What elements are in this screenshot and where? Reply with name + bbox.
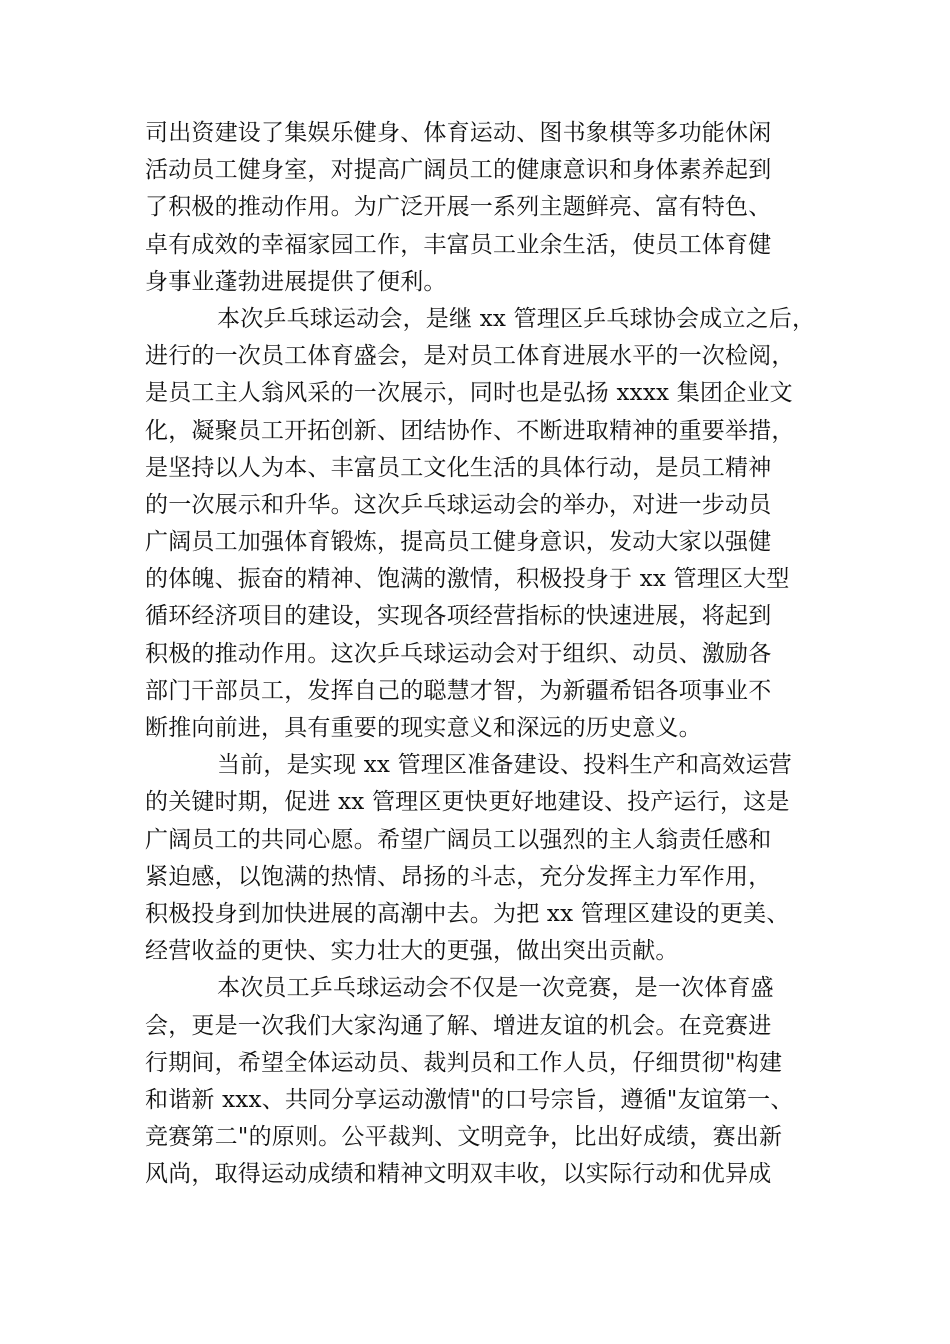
text-line: 断推向前进，具有重要的现实意义和深远的历史意义。 (145, 715, 702, 741)
text-line: 的关键时期，促进 xx 管理区更快更好地建设、投产运行，这是 (145, 789, 790, 816)
paragraph-1 (145, 115, 810, 301)
text-line: 和谐新 xxx、共同分享运动激情"的口号宗旨，遵循"友谊第一、 (145, 1086, 794, 1113)
text-line: 循环经济项目的建设，实现各项经营指标的快速进展，将起到 (145, 603, 772, 630)
text-line: 当前，是实现 xx 管理区准备建设、投料生产和高效运营 (217, 752, 792, 779)
text-line: 积极投身到加快进展的高潮中去。为把 xx 管理区建设的更美、 (145, 900, 790, 927)
text-line: 身事业蓬勃进展提供了便利。 (145, 268, 447, 295)
document-body (145, 115, 816, 1193)
text-line: 卓有成效的幸福家园工作，丰富员工业余生活，使员工体育健 (145, 231, 772, 258)
text-line: 经营收益的更快、实力壮大的更强，做出突出贡献。 (145, 938, 679, 965)
text-line: 积极的推动作用。这次乒乓球运动会对于组织、动员、激励各 (145, 640, 772, 667)
text-line: 部门干部员工，发挥自己的聪慧才智，为新疆希铝各项事业不 (145, 677, 772, 704)
text-line: 广阔员工加强体育锻炼，提高员工健身意识，发动大家以强健 (145, 529, 772, 556)
text-line: 化，凝聚员工开拓创新、团结协作、不断进取精神的重要举措， (145, 417, 795, 444)
paragraph-4 (145, 970, 810, 1193)
text-line: 广阔员工的共同心愿。希望广阔员工以强烈的主人翁责任感和 (145, 826, 772, 853)
text-line: 的体魄、振奋的精神、饱满的激情，积极投身于 xx 管理区大型 (145, 566, 790, 593)
text-line: 的一次展示和升华。这次乒乓球运动会的举办，对进一步动员 (145, 491, 772, 518)
text-line: 是坚持以人为本、丰富员工文化生活的具体行动，是员工精神 (145, 454, 772, 481)
text-line: 会，更是一次我们大家沟通了解、增进友谊的机会。在竞赛进 (145, 1012, 772, 1039)
text-line: 活动员工健身室，对提高广阔员工的健康意识和身体素养起到 (145, 157, 772, 184)
text-line: 紧迫感，以饱满的热情、昂扬的斗志，充分发挥主力军作用， (145, 863, 772, 890)
text-line: 司出资建设了集娱乐健身、体育运动、图书象棋等多功能休闲 (145, 120, 772, 146)
text-line: 风尚，取得运动成绩和精神文明双丰收，以实际行动和优异成 (145, 1161, 772, 1188)
text-line: 进行的一次员工体育盛会，是对员工体育进展水平的一次检阅， (145, 343, 795, 370)
text-line: 是员工主人翁风采的一次展示，同时也是弘扬 xxxx 集团企业文 (145, 380, 793, 407)
paragraph-3 (145, 747, 810, 970)
text-line: 本次乒乓球运动会，是继 xx 管理区乒乓球协会成立之后， (217, 305, 816, 332)
text-line: 竞赛第二"的原则。公平裁判、文明竞争，比出好成绩，赛出新 (145, 1124, 783, 1151)
text-line: 了积极的推动作用。为广泛开展一系列主题鲜亮、富有特色、 (145, 194, 772, 221)
paragraph-2 (145, 301, 816, 747)
text-line: 行期间，希望全体运动员、裁判员和工作人员，仔细贯彻"构建 (145, 1049, 783, 1076)
text-line: 本次员工乒乓球运动会不仅是一次竞赛，是一次体育盛 (217, 975, 774, 1002)
